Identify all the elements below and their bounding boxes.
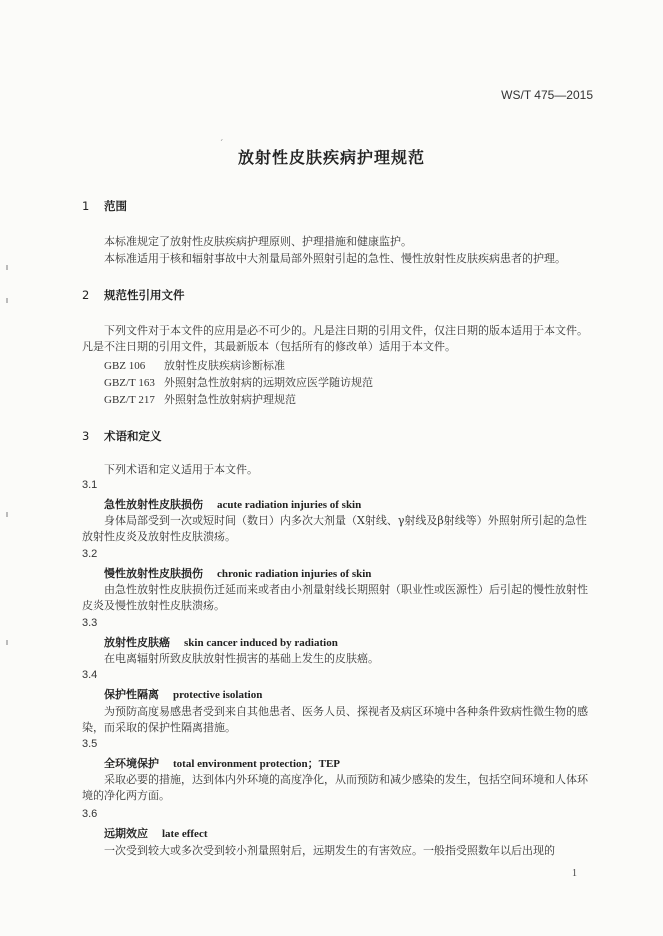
term-number: 3.4 (82, 669, 98, 681)
page-number: 1 (572, 868, 577, 879)
standard-code: WS/T 475—2015 (501, 88, 593, 102)
term-definition: 身体局部受到一次或短时间（数日）内多次大剂量（X射线、γ射线及β射线等）外照射所引起的急性放射性皮炎及放射性皮肤溃疡。 (82, 514, 587, 543)
reference-item (104, 357, 285, 373)
term-en: total environment protection；TEP (173, 758, 341, 770)
term-zh: 急性放射性皮肤损伤 (104, 498, 203, 511)
term-heading (104, 496, 361, 512)
paragraph: 下列文件对于本文件的应用是必不可少的。凡是注日期的引用文件，仅注日期的版本适用于本文件。凡是不注日期的引用文件，其最新版本（包括所有的修改单）适用于本文件。 (82, 324, 588, 353)
term-heading (104, 825, 208, 841)
section-3-heading (82, 428, 162, 444)
scan-dot: ˊ (219, 140, 224, 150)
term-number: 3.1 (82, 479, 98, 491)
paragraph: 本标准适用于核和辐射事故中大剂量局部外照射引起的急性、慢性放射性皮肤疾病患者的护理。 (104, 252, 566, 265)
reference-code: GBZ 106 (104, 360, 146, 372)
section-number: 2 (82, 288, 90, 302)
term-number: 3.3 (82, 617, 98, 629)
term-heading (104, 565, 371, 581)
term-zh: 全环境保护 (104, 757, 159, 770)
term-en: skin cancer induced by radiation (184, 637, 338, 649)
term-zh: 慢性放射性皮肤损伤 (104, 567, 203, 580)
paragraph: 本标准规定了放射性皮肤疾病护理原则、护理措施和健康监护。 (104, 235, 412, 248)
term-definition: 由急性放射性皮肤损伤迁延而来或者由小剂量射线长期照射（职业性或医源性）后引起的慢性放射性皮炎及慢性放射性皮肤溃疡。 (82, 583, 588, 612)
scan-mark (6, 265, 8, 270)
term-en: late effect (162, 828, 208, 840)
reference-title: 放射性皮肤疾病诊断标准 (164, 359, 285, 372)
paragraph: 下列术语和定义适用于本文件。 (104, 463, 258, 476)
reference-title: 外照射急性放射病护理规范 (164, 393, 296, 406)
term-heading (104, 634, 338, 650)
reference-code: GBZ/T 163 (104, 377, 155, 389)
term-en: acute radiation injuries of skin (217, 499, 362, 511)
term-definition: 在电离辐射所致皮肤放射性损害的基础上发生的皮肤癌。 (104, 652, 379, 665)
reference-code: GBZ/T 217 (104, 394, 155, 406)
term-en: protective isolation (173, 689, 263, 701)
scan-mark (6, 640, 8, 645)
term-number: 3.2 (82, 548, 98, 560)
reference-item (104, 374, 373, 390)
term-en: chronic radiation injuries of skin (217, 568, 372, 580)
term-definition: 为预防高度易感患者受到来自其他患者、医务人员、探视者及病区环境中各种条件致病性微生物的感染，而采取的保护性隔离措施。 (82, 705, 588, 734)
scan-mark (6, 512, 8, 517)
reference-item (104, 391, 296, 407)
section-title: 范围 (104, 199, 127, 213)
term-number: 3.5 (82, 738, 98, 750)
term-zh: 放射性皮肤癌 (104, 636, 170, 649)
term-number: 3.6 (82, 808, 98, 820)
reference-title: 外照射急性放射病的远期效应医学随访规范 (164, 376, 373, 389)
section-title: 术语和定义 (104, 429, 162, 443)
section-1-heading (82, 198, 127, 214)
term-definition: 采取必要的措施，达到体内外环境的高度净化，从而预防和减少感染的发生，包括空间环境和人体环境的净化两方面。 (82, 773, 588, 802)
section-number: 1 (82, 199, 90, 213)
term-definition: 一次受到较大或多次受到较小剂量照射后，远期发生的有害效应。一般指受照数年以后出现的 (104, 844, 555, 857)
term-zh: 远期效应 (104, 827, 148, 840)
term-zh: 保护性隔离 (104, 688, 159, 701)
document-title: 放射性皮肤疾病护理规范 (237, 148, 425, 167)
section-title: 规范性引用文件 (104, 288, 185, 302)
section-2-heading (82, 287, 185, 303)
term-heading (104, 686, 262, 702)
section-number: 3 (82, 429, 90, 443)
term-heading (104, 755, 340, 771)
scan-mark (6, 298, 8, 303)
